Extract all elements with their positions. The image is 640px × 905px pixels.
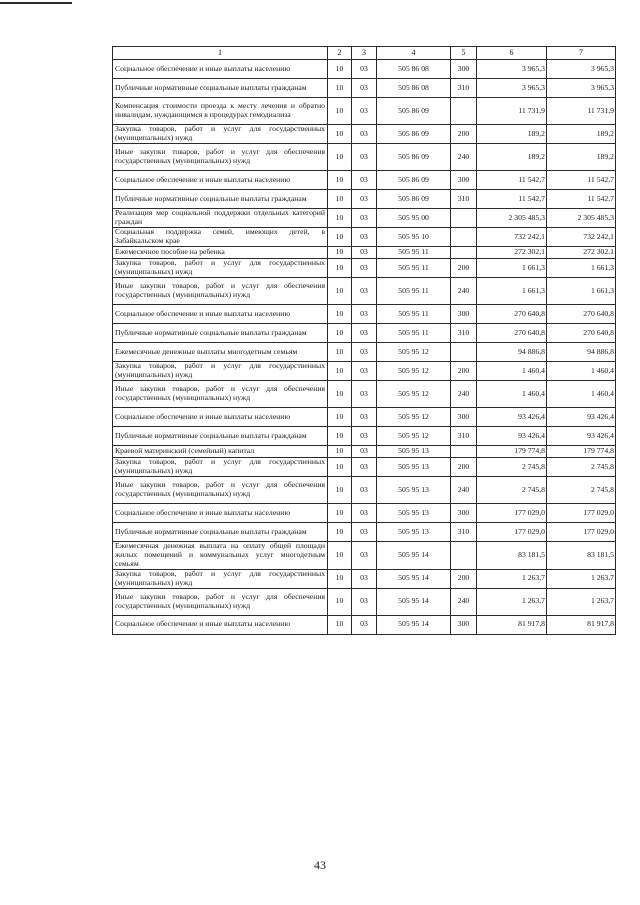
- subsection-code-cell: 03: [352, 427, 377, 446]
- table-row: [113, 381, 616, 408]
- target-article-cell: 505 95 14: [377, 569, 451, 588]
- target-article-cell: 505 95 12: [377, 362, 451, 381]
- amount-cell: 189,2: [477, 144, 547, 171]
- expense-type-cell: 240: [451, 477, 477, 504]
- row-name-cell: Закупка товаров, работ и услуг для государственных (муниципальных) нужд: [113, 362, 328, 381]
- amount-cell: 11 542,7: [477, 190, 547, 209]
- expense-type-cell: 300: [451, 60, 477, 79]
- table-row: [113, 125, 616, 144]
- amount-total-cell: 2 745,8: [547, 477, 616, 504]
- row-name-cell: Публичные нормативные социальные выплаты гражданам: [113, 190, 328, 209]
- section-code-cell: 10: [328, 144, 352, 171]
- row-name-cell: Ежемесячные денежные выплаты многодетным семьям: [113, 343, 328, 362]
- expense-type-cell: 240: [451, 381, 477, 408]
- amount-total-cell: 93 426,4: [547, 427, 616, 446]
- expense-type-cell: 310: [451, 427, 477, 446]
- table-row: [113, 446, 616, 458]
- header-cell: 2: [328, 47, 352, 60]
- table-row: [113, 278, 616, 305]
- target-article-cell: 505 95 11: [377, 247, 451, 259]
- section-code-cell: 10: [328, 408, 352, 427]
- table-row: [113, 79, 616, 98]
- target-article-cell: 505 95 11: [377, 278, 451, 305]
- subsection-code-cell: 03: [352, 171, 377, 190]
- section-code-cell: 10: [328, 523, 352, 542]
- target-article-cell: 505 95 12: [377, 343, 451, 362]
- header-cell: 5: [451, 47, 477, 60]
- row-name-cell: Закупка товаров, работ и услуг для государственных (муниципальных) нужд: [113, 125, 328, 144]
- subsection-code-cell: 03: [352, 259, 377, 278]
- target-article-cell: 505 86 09: [377, 144, 451, 171]
- section-code-cell: 10: [328, 209, 352, 228]
- table-row: [113, 144, 616, 171]
- subsection-code-cell: 03: [352, 569, 377, 588]
- section-code-cell: 10: [328, 305, 352, 324]
- table-row: [113, 305, 616, 324]
- amount-cell: 11 731,9: [477, 98, 547, 125]
- subsection-code-cell: 03: [352, 477, 377, 504]
- expense-type-cell: 200: [451, 362, 477, 381]
- row-name-cell: Иные закупки товаров, работ и услуг для обеспечения государственных (муниципальных) нужд: [113, 588, 328, 615]
- row-name-cell: Публичные нормативные социальные выплаты гражданам: [113, 79, 328, 98]
- budget-table: [112, 46, 616, 635]
- section-code-cell: 10: [328, 588, 352, 615]
- subsection-code-cell: 03: [352, 209, 377, 228]
- section-code-cell: 10: [328, 125, 352, 144]
- row-name-cell: Социальное обеспечение и иные выплаты населению: [113, 305, 328, 324]
- subsection-code-cell: 03: [352, 125, 377, 144]
- subsection-code-cell: 03: [352, 190, 377, 209]
- amount-cell: 1 263,7: [477, 569, 547, 588]
- section-code-cell: 10: [328, 60, 352, 79]
- amount-cell: 270 640,8: [477, 324, 547, 343]
- expense-type-cell: 240: [451, 278, 477, 305]
- expense-type-cell: 200: [451, 259, 477, 278]
- subsection-code-cell: 03: [352, 247, 377, 259]
- amount-cell: 177 029,0: [477, 523, 547, 542]
- subsection-code-cell: 03: [352, 381, 377, 408]
- row-name-cell: Иные закупки товаров, работ и услуг для обеспечения государственных (муниципальных) нужд: [113, 381, 328, 408]
- row-name-cell: Социальное обеспечение и иные выплаты населению: [113, 60, 328, 79]
- amount-total-cell: 272 302,1: [547, 247, 616, 259]
- expense-type-cell: 300: [451, 171, 477, 190]
- amount-total-cell: 189,2: [547, 144, 616, 171]
- amount-cell: 272 302,1: [477, 247, 547, 259]
- target-article-cell: 505 95 13: [377, 446, 451, 458]
- row-name-cell: Ежемесячное пособие на ребенка: [113, 247, 328, 259]
- target-article-cell: 505 95 12: [377, 408, 451, 427]
- row-name-cell: Закупка товаров, работ и услуг для государственных (муниципальных) нужд: [113, 569, 328, 588]
- amount-total-cell: 3 965,3: [547, 60, 616, 79]
- amount-total-cell: 1 263,7: [547, 569, 616, 588]
- subsection-code-cell: 03: [352, 362, 377, 381]
- target-article-cell: 505 86 09: [377, 171, 451, 190]
- subsection-code-cell: 03: [352, 504, 377, 523]
- amount-cell: 3 965,3: [477, 60, 547, 79]
- amount-total-cell: 270 640,8: [547, 324, 616, 343]
- amount-total-cell: 11 542,7: [547, 171, 616, 190]
- row-name-cell: Иные закупки товаров, работ и услуг для обеспечения государственных (муниципальных) нужд: [113, 278, 328, 305]
- row-name-cell: Компенсация стоимости проезда к месту лечения и обратно инвалидам, нуждающимся в процедурах гемодиализа: [113, 98, 328, 125]
- page-number: 43: [314, 858, 326, 872]
- amount-total-cell: 177 029,0: [547, 523, 616, 542]
- amount-cell: 1 263,7: [477, 588, 547, 615]
- target-article-cell: 505 95 11: [377, 259, 451, 278]
- subsection-code-cell: 03: [352, 305, 377, 324]
- amount-total-cell: 83 181,5: [547, 542, 616, 570]
- table-header-row: [113, 47, 616, 60]
- subsection-code-cell: 03: [352, 588, 377, 615]
- target-article-cell: 505 95 13: [377, 458, 451, 477]
- target-article-cell: 505 95 10: [377, 228, 451, 247]
- target-article-cell: 505 95 14: [377, 542, 451, 570]
- amount-cell: 1 661,3: [477, 259, 547, 278]
- subsection-code-cell: 03: [352, 278, 377, 305]
- amount-total-cell: 94 886,8: [547, 343, 616, 362]
- amount-cell: 1 661,3: [477, 278, 547, 305]
- amount-total-cell: 2 745,8: [547, 458, 616, 477]
- row-name-cell: Краевой материнский (семейный) капитал: [113, 446, 328, 458]
- expense-type-cell: [451, 542, 477, 570]
- table-row: [113, 615, 616, 634]
- header-cell: 6: [477, 47, 547, 60]
- target-article-cell: 505 95 00: [377, 209, 451, 228]
- target-article-cell: 505 86 09: [377, 125, 451, 144]
- amount-total-cell: 1 263,7: [547, 588, 616, 615]
- amount-cell: 179 774,8: [477, 446, 547, 458]
- expense-type-cell: 300: [451, 305, 477, 324]
- amount-cell: 1 460,4: [477, 362, 547, 381]
- expense-type-cell: 310: [451, 324, 477, 343]
- table-row: [113, 408, 616, 427]
- amount-cell: 732 242,1: [477, 228, 547, 247]
- table-row: [113, 458, 616, 477]
- section-code-cell: 10: [328, 278, 352, 305]
- amount-total-cell: 11 731,9: [547, 98, 616, 125]
- amount-total-cell: 189,2: [547, 125, 616, 144]
- amount-cell: 177 029,0: [477, 504, 547, 523]
- row-name-cell: Реализация мер социальной поддержки отдельных категорий граждан: [113, 209, 328, 228]
- subsection-code-cell: 03: [352, 324, 377, 343]
- target-article-cell: 505 95 14: [377, 615, 451, 634]
- table-row: [113, 427, 616, 446]
- subsection-code-cell: 03: [352, 408, 377, 427]
- amount-total-cell: 270 640,8: [547, 305, 616, 324]
- table-row: [113, 98, 616, 125]
- target-article-cell: 505 95 13: [377, 477, 451, 504]
- section-code-cell: 10: [328, 615, 352, 634]
- subsection-code-cell: 03: [352, 523, 377, 542]
- target-article-cell: 505 86 08: [377, 79, 451, 98]
- subsection-code-cell: 03: [352, 60, 377, 79]
- amount-total-cell: 1 460,4: [547, 362, 616, 381]
- amount-total-cell: 11 542,7: [547, 190, 616, 209]
- row-name-cell: Социальная поддержка семей, имеющих детей, в Забайкальском крае: [113, 228, 328, 247]
- expense-type-cell: 240: [451, 588, 477, 615]
- target-article-cell: 505 86 09: [377, 98, 451, 125]
- expense-type-cell: 200: [451, 125, 477, 144]
- expense-type-cell: [451, 446, 477, 458]
- header-cell: 1: [113, 47, 328, 60]
- expense-type-cell: 240: [451, 144, 477, 171]
- header-cell: 4: [377, 47, 451, 60]
- amount-cell: 83 181,5: [477, 542, 547, 570]
- table-row: [113, 259, 616, 278]
- amount-cell: 2 745,8: [477, 458, 547, 477]
- amount-cell: 2 305 485,3: [477, 209, 547, 228]
- amount-cell: 93 426,4: [477, 408, 547, 427]
- section-code-cell: 10: [328, 477, 352, 504]
- amount-cell: 2 745,8: [477, 477, 547, 504]
- expense-type-cell: 300: [451, 615, 477, 634]
- amount-total-cell: 81 917,8: [547, 615, 616, 634]
- table-row: [113, 228, 616, 247]
- section-code-cell: 10: [328, 259, 352, 278]
- subsection-code-cell: 03: [352, 615, 377, 634]
- header-cell: 3: [352, 47, 377, 60]
- row-name-cell: Социальное обеспечение и иные выплаты населению: [113, 408, 328, 427]
- header-cell: 7: [547, 47, 616, 60]
- table-row: [113, 504, 616, 523]
- row-name-cell: Социальное обеспечение и иные выплаты населению: [113, 615, 328, 634]
- table-row: [113, 588, 616, 615]
- expense-type-cell: [451, 343, 477, 362]
- table-row: [113, 190, 616, 209]
- amount-total-cell: 732 242,1: [547, 228, 616, 247]
- section-code-cell: 10: [328, 228, 352, 247]
- subsection-code-cell: 03: [352, 98, 377, 125]
- section-code-cell: 10: [328, 362, 352, 381]
- subsection-code-cell: 03: [352, 79, 377, 98]
- target-article-cell: 505 95 11: [377, 305, 451, 324]
- row-name-cell: Закупка товаров, работ и услуг для государственных (муниципальных) нужд: [113, 458, 328, 477]
- section-code-cell: 10: [328, 190, 352, 209]
- section-code-cell: 10: [328, 542, 352, 570]
- amount-cell: 270 640,8: [477, 305, 547, 324]
- expense-type-cell: 300: [451, 408, 477, 427]
- table-row: [113, 60, 616, 79]
- table-row: [113, 247, 616, 259]
- row-name-cell: Ежемесячная денежная выплата на оплату общей площади жилых помещений и коммунальных услуг многодетным семьям: [113, 542, 328, 570]
- target-article-cell: 505 86 08: [377, 60, 451, 79]
- amount-cell: 3 965,3: [477, 79, 547, 98]
- expense-type-cell: [451, 228, 477, 247]
- target-article-cell: 505 95 12: [377, 427, 451, 446]
- amount-cell: 94 886,8: [477, 343, 547, 362]
- table-row: [113, 362, 616, 381]
- section-code-cell: 10: [328, 381, 352, 408]
- top-rule: [0, 2, 72, 4]
- section-code-cell: 10: [328, 79, 352, 98]
- expense-type-cell: 310: [451, 523, 477, 542]
- expense-type-cell: 310: [451, 190, 477, 209]
- row-name-cell: Публичные нормативные социальные выплаты гражданам: [113, 523, 328, 542]
- amount-cell: 1 460,4: [477, 381, 547, 408]
- amount-total-cell: 177 029,0: [547, 504, 616, 523]
- table-row: [113, 343, 616, 362]
- row-name-cell: Публичные нормативные социальные выплаты гражданам: [113, 324, 328, 343]
- section-code-cell: 10: [328, 247, 352, 259]
- amount-total-cell: 93 426,4: [547, 408, 616, 427]
- expense-type-cell: [451, 98, 477, 125]
- row-name-cell: Социальное обеспечение и иные выплаты населению: [113, 171, 328, 190]
- amount-total-cell: 1 661,3: [547, 259, 616, 278]
- amount-total-cell: 179 774,8: [547, 446, 616, 458]
- target-article-cell: 505 95 11: [377, 324, 451, 343]
- target-article-cell: 505 86 09: [377, 190, 451, 209]
- subsection-code-cell: 03: [352, 458, 377, 477]
- amount-cell: 11 542,7: [477, 171, 547, 190]
- expense-type-cell: 300: [451, 504, 477, 523]
- subsection-code-cell: 03: [352, 144, 377, 171]
- table-row: [113, 477, 616, 504]
- target-article-cell: 505 95 13: [377, 504, 451, 523]
- subsection-code-cell: 03: [352, 228, 377, 247]
- expense-type-cell: 310: [451, 79, 477, 98]
- section-code-cell: 10: [328, 446, 352, 458]
- row-name-cell: Закупка товаров, работ и услуг для государственных (муниципальных) нужд: [113, 259, 328, 278]
- section-code-cell: 10: [328, 504, 352, 523]
- amount-total-cell: 1 661,3: [547, 278, 616, 305]
- section-code-cell: 10: [328, 171, 352, 190]
- target-article-cell: 505 95 14: [377, 588, 451, 615]
- section-code-cell: 10: [328, 427, 352, 446]
- expense-type-cell: [451, 209, 477, 228]
- amount-total-cell: 2 305 485,3: [547, 209, 616, 228]
- row-name-cell: Публичные нормативные социальные выплаты гражданам: [113, 427, 328, 446]
- row-name-cell: Иные закупки товаров, работ и услуг для обеспечения государственных (муниципальных) нужд: [113, 477, 328, 504]
- table-row: [113, 569, 616, 588]
- document-page: [112, 46, 616, 635]
- subsection-code-cell: 03: [352, 343, 377, 362]
- amount-cell: 189,2: [477, 125, 547, 144]
- target-article-cell: 505 95 12: [377, 381, 451, 408]
- expense-type-cell: 200: [451, 458, 477, 477]
- section-code-cell: 10: [328, 98, 352, 125]
- amount-cell: 93 426,4: [477, 427, 547, 446]
- table-row: [113, 324, 616, 343]
- table-row: [113, 542, 616, 570]
- expense-type-cell: [451, 247, 477, 259]
- subsection-code-cell: 03: [352, 542, 377, 570]
- table-row: [113, 171, 616, 190]
- row-name-cell: Иные закупки товаров, работ и услуг для обеспечения государственных (муниципальных) нужд: [113, 144, 328, 171]
- expense-type-cell: 200: [451, 569, 477, 588]
- table-row: [113, 209, 616, 228]
- amount-total-cell: 3 965,3: [547, 79, 616, 98]
- target-article-cell: 505 95 13: [377, 523, 451, 542]
- section-code-cell: 10: [328, 458, 352, 477]
- section-code-cell: 10: [328, 569, 352, 588]
- section-code-cell: 10: [328, 343, 352, 362]
- amount-cell: 81 917,8: [477, 615, 547, 634]
- section-code-cell: 10: [328, 324, 352, 343]
- amount-total-cell: 1 460,4: [547, 381, 616, 408]
- row-name-cell: Социальное обеспечение и иные выплаты населению: [113, 504, 328, 523]
- table-row: [113, 523, 616, 542]
- subsection-code-cell: 03: [352, 446, 377, 458]
